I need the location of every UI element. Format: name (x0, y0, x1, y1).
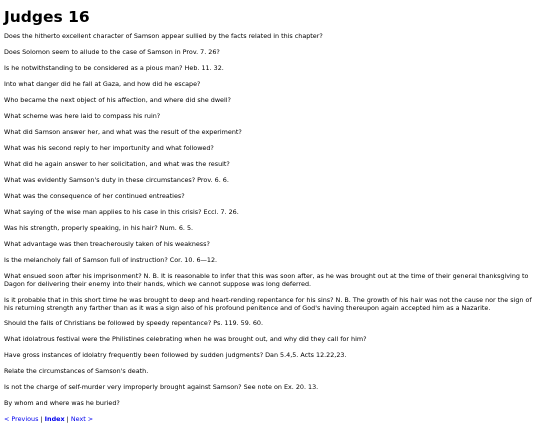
next-link[interactable]: Next > (70, 415, 94, 424)
question-item: By whom and where was he buried? (4, 399, 120, 408)
question-item: What was his second reply to her importunity and what followed? (4, 143, 214, 152)
question-item: What advantage was then treacherously taken of his weakness? (4, 239, 210, 248)
question-item: What did he again answer to her solicitation, and what was the result? (4, 159, 230, 168)
nav-separator: | (66, 415, 69, 424)
question-item: Is he notwithstanding to be considered as a pious man? Heb. 11. 32. (4, 63, 224, 72)
question-item: Have gross instances of idolatry frequently been followed by sudden judgments? Dan 5.4,5. Acts 12.22,23. (4, 351, 347, 360)
question-item: What ensued soon after his imprisonment? N. B. It is reasonable to infer that this was soon after, as he was brought out at the time of their general thanksgiving to Dagon for delivering their enemy into their hands, which we cannot suppose was long deferred. (4, 271, 529, 289)
question-item: What was the consequence of her continued entreaties? (4, 191, 185, 200)
pagination-nav (4, 415, 536, 424)
index-link[interactable]: Index (44, 415, 65, 424)
question-item: What scheme was here laid to compass his ruin? (4, 111, 161, 120)
question-item: Into what danger did he fall at Gaza, and how did he escape? (4, 79, 201, 88)
question-item: Is not the charge of self-murder very improperly brought against Samson? See note on Ex. 20. 13. (4, 383, 319, 392)
question-item: Does Solomon seem to allude to the case of Samson in Prov. 7. 26? (4, 47, 220, 56)
previous-link[interactable]: < Previous (4, 415, 39, 424)
nav-separator: | (40, 415, 43, 424)
question-item: Is it probable that in this short time he was brought to deep and heart-rending repentance for his sins? N. B. The growth of his hair was not the cause nor the sign of his returning strength any farther than as it was a sign also of his profound penitence and of God's having thereupon again accepted him as a Nazarite. (4, 295, 532, 313)
question-item: What did Samson answer her, and what was the result of the experiment? (4, 127, 242, 136)
question-item: Relate the circumstances of Samson's death. (4, 367, 149, 376)
question-item: What idolatrous festival were the Philistines celebrating when he was brought out, and why did they call for him? (4, 335, 367, 344)
question-item: Who became the next object of his affection, and where did she dwell? (4, 95, 231, 104)
question-item: Is the melancholy fall of Samson full of instruction? Cor. 10. 6—12. (4, 255, 218, 264)
question-item: Was his strength, properly speaking, in his hair? Num. 6. 5. (4, 223, 194, 232)
question-item: Should the falls of Christians be followed by speedy repentance? Ps. 119. 59. 60. (4, 319, 263, 328)
question-item: What was evidently Samson's duty in these circumstances? Prov. 6. 6. (4, 175, 229, 184)
question-item: Does the hitherto excellent character of Samson appear sullied by the facts related in this chapter? (4, 32, 323, 40)
question-item: What saying of the wise man applies to his case in this crisis? Eccl. 7. 26. (4, 207, 239, 216)
page-title: Judges 16 (4, 8, 90, 26)
question-list (4, 32, 536, 408)
